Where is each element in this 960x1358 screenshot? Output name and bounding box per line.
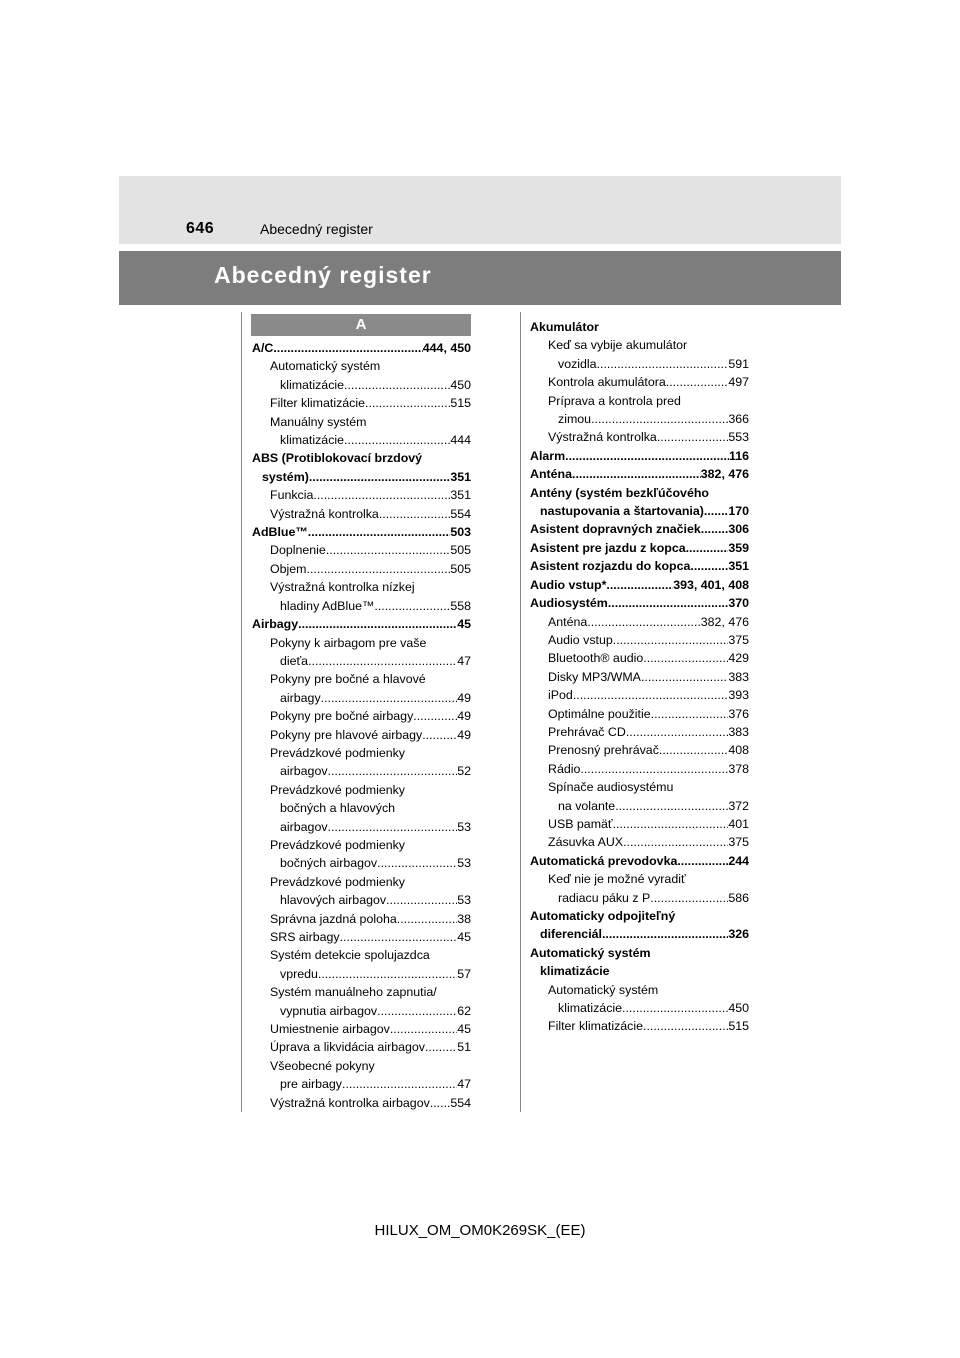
index-entry: Spínače audiosystému	[548, 780, 674, 795]
entry-page: 505	[450, 543, 471, 558]
entry-term: klimatizácie	[558, 1001, 623, 1016]
entry-page: 497	[728, 375, 749, 390]
dot-leader	[704, 502, 728, 520]
index-entry	[252, 854, 471, 872]
entry-page: 51	[457, 1040, 471, 1055]
entry-page: 244	[728, 853, 749, 868]
entry-page: 53	[457, 819, 471, 834]
section-letter: A	[251, 314, 471, 336]
index-entry: Automatický systém	[548, 982, 659, 997]
dot-leader	[608, 594, 729, 612]
entry-page: 53	[457, 893, 471, 908]
entry-term: Výstražná kontrolka airbagov	[270, 1095, 430, 1110]
entry-term: Kontrola akumulátora	[548, 375, 666, 390]
dot-leader	[298, 615, 457, 633]
entry-term: AdBlue™	[252, 525, 308, 540]
dot-leader	[377, 854, 457, 872]
dot-leader	[580, 760, 728, 778]
entry-term: vozidla	[558, 356, 597, 371]
dot-leader	[340, 928, 458, 946]
entry-term: Zásuvka AUX	[548, 835, 624, 850]
index-entry	[530, 355, 749, 373]
dot-leader	[308, 523, 451, 541]
entry-page: 366	[728, 412, 749, 427]
entry-page: 558	[450, 598, 471, 613]
index-entry: Pokyny pre bočné a hlavové	[270, 672, 426, 687]
index-entry: Keď sa vybije akumulátor	[548, 338, 688, 353]
index-entry	[530, 705, 749, 723]
dot-leader	[690, 557, 728, 575]
index-entry	[252, 560, 471, 578]
entry-page: 450	[728, 1001, 749, 1016]
dot-leader	[591, 410, 728, 428]
dot-leader	[626, 723, 729, 741]
index-entry	[252, 652, 471, 670]
entry-page: 376	[728, 706, 749, 721]
dot-leader	[613, 815, 729, 833]
index-entry	[530, 833, 749, 851]
entry-page: 351	[450, 488, 471, 503]
entry-term: Automatická prevodovka	[530, 853, 678, 868]
entry-page: 401	[728, 816, 749, 831]
entry-page: 62	[457, 1003, 471, 1018]
entry-term: radiacu páku z P	[558, 890, 651, 905]
entry-page: 505	[450, 561, 471, 576]
entry-page: 382, 476	[700, 614, 749, 629]
entry-page: 591	[728, 356, 749, 371]
entry-term: Audiosystém	[530, 596, 608, 611]
dot-leader	[565, 447, 729, 465]
entry-term: Objem	[270, 561, 307, 576]
entry-term: A/C	[252, 341, 274, 355]
index-entry	[252, 689, 471, 707]
entry-term: pre airbagy	[280, 1077, 342, 1092]
index-entry	[252, 376, 471, 394]
entry-page: 326	[728, 927, 749, 942]
entry-page: 554	[450, 506, 471, 521]
index-entry	[252, 965, 471, 983]
entry-term: Rádio	[548, 761, 581, 776]
index-entry	[530, 1017, 749, 1035]
entry-page: 53	[457, 856, 471, 871]
index-entry	[252, 505, 471, 523]
entry-term: Asistent dopravných značiek	[530, 522, 701, 537]
index-entry	[252, 707, 471, 725]
dot-leader	[643, 1017, 728, 1035]
dot-leader	[308, 652, 457, 670]
dot-leader	[422, 726, 457, 744]
index-entry	[252, 431, 471, 449]
dot-leader	[587, 613, 700, 631]
dot-leader	[650, 889, 728, 907]
entry-page: 170	[728, 504, 749, 519]
entry-term: nastupovania a štartovania)	[540, 504, 704, 519]
index-entry	[252, 394, 471, 412]
index-entry	[530, 428, 749, 446]
dot-leader	[344, 431, 450, 449]
index-entry	[252, 928, 471, 946]
entry-page: 351	[728, 559, 749, 574]
index-entry	[530, 723, 749, 741]
entry-page: 429	[728, 651, 749, 666]
index-entry	[530, 741, 749, 759]
index-entry	[530, 668, 749, 686]
index-entry	[530, 889, 749, 907]
dot-leader	[328, 818, 458, 836]
index-entry	[252, 726, 471, 744]
entry-term: Audio vstup	[548, 632, 613, 647]
index-entry	[530, 447, 749, 465]
dot-leader	[643, 649, 728, 667]
index-entry	[252, 339, 471, 357]
header-band	[119, 176, 841, 244]
dot-leader	[597, 355, 729, 373]
entry-page: 116	[729, 448, 749, 463]
entry-term: na volante	[558, 798, 616, 813]
entry-term: zimou	[558, 412, 592, 427]
page-number: 646	[186, 220, 215, 237]
index-entry	[530, 465, 749, 483]
entry-page: 553	[728, 430, 749, 445]
dot-leader	[328, 762, 458, 780]
entry-page: 450	[450, 377, 471, 392]
dot-leader	[606, 576, 673, 594]
entry-term: Bluetooth® audio	[548, 651, 644, 666]
entry-page: 393	[728, 688, 749, 703]
index-entry	[530, 502, 749, 520]
index-entry	[530, 557, 749, 575]
index-entry	[530, 410, 749, 428]
entry-page: 359	[728, 540, 749, 555]
entry-page: 370	[728, 596, 749, 611]
entry-page: 378	[728, 761, 749, 776]
dot-leader	[397, 910, 457, 928]
entry-page: 351	[450, 469, 471, 484]
footer-code: HILUX_OM_OM0K269SK_(EE)	[374, 1222, 586, 1239]
dot-leader	[318, 965, 457, 983]
index-entry: Výstražná kontrolka nízkej	[270, 580, 415, 595]
entry-term: Disky MP3/WMA	[548, 669, 641, 684]
entry-page: 503	[450, 525, 471, 540]
entry-page: 393, 401, 408	[673, 577, 749, 592]
entry-page: 515	[450, 396, 471, 411]
page-title: Abecedný register	[214, 262, 432, 288]
entry-page: 586	[728, 890, 749, 905]
dot-leader	[677, 852, 728, 870]
dot-leader	[307, 560, 451, 578]
index-entry	[530, 686, 749, 704]
index-entry	[252, 910, 471, 928]
entry-page: 375	[728, 835, 749, 850]
index-entry: Prevádzkové podmienky	[270, 745, 405, 760]
index-entry	[252, 1094, 471, 1112]
entry-term: Doplnenie	[270, 543, 326, 558]
index-entry	[252, 541, 471, 559]
index-entry: Keď nie je možné vyradiť	[548, 872, 686, 887]
dot-leader	[425, 1038, 457, 1056]
index-entry: Príprava a kontrola pred	[548, 393, 681, 408]
index-entry: Antény (systém bezkľúčového	[530, 485, 709, 500]
dot-leader	[686, 539, 729, 557]
index-entry	[252, 762, 471, 780]
index-entry	[530, 649, 749, 667]
index-entry	[530, 999, 749, 1017]
entry-term: Optimálne použitie	[548, 706, 651, 721]
dot-leader	[326, 541, 451, 559]
index-entry	[252, 523, 471, 541]
entry-term: SRS airbagy	[270, 930, 340, 944]
entry-page: 45	[457, 930, 471, 944]
entry-term: bočných airbagov	[280, 856, 378, 871]
entry-page: 382, 476	[700, 467, 749, 482]
entry-term: iPod	[548, 688, 573, 703]
index-entry	[252, 486, 471, 504]
entry-term: klimatizácie	[280, 377, 345, 392]
index-entry: klimatizácie	[540, 964, 610, 979]
index-entry	[252, 818, 471, 836]
index-entry: Všeobecné pokyny	[270, 1058, 375, 1073]
entry-term: dieťa	[280, 653, 309, 668]
index-entry: Manuálny systém	[270, 414, 367, 429]
index-entry	[530, 520, 749, 538]
index-entry	[252, 615, 471, 633]
index-entry: Automatický systém	[530, 945, 651, 960]
entry-page: 444	[450, 433, 471, 448]
dot-leader	[377, 1002, 457, 1020]
entry-term: Výstražná kontrolka	[548, 430, 657, 445]
entry-page: 515	[728, 1019, 749, 1034]
dot-leader	[602, 925, 728, 943]
index-entry: Automatický systém	[270, 359, 381, 374]
entry-page: 49	[457, 690, 471, 705]
entry-term: Pokyny pre bočné airbagy	[270, 709, 414, 724]
entry-term: Prehrávač CD	[548, 724, 626, 739]
dot-leader	[344, 376, 450, 394]
index-column-1	[252, 339, 471, 1112]
index-entry	[530, 852, 749, 870]
dot-leader	[413, 707, 457, 725]
dot-leader	[273, 339, 422, 357]
dot-leader	[641, 668, 728, 686]
entry-term: Pokyny pre hlavové airbagy	[270, 727, 423, 742]
dot-leader	[659, 741, 728, 759]
index-entry	[530, 613, 749, 631]
entry-term: Umiestnenie airbagov	[270, 1022, 390, 1037]
dot-leader	[572, 465, 701, 483]
dot-leader	[390, 1020, 457, 1038]
entry-page: 45	[457, 1022, 471, 1037]
column-divider-left	[241, 312, 242, 1112]
entry-term: Asistent rozjazdu do kopca	[530, 559, 691, 574]
entry-term: Anténa	[548, 614, 588, 629]
index-entry	[530, 797, 749, 815]
dot-leader	[313, 486, 450, 504]
index-entry	[530, 760, 749, 778]
entry-term: Alarm	[530, 448, 566, 463]
index-entry	[530, 925, 749, 943]
entry-term: diferenciál	[540, 927, 602, 942]
dot-leader	[374, 597, 450, 615]
dot-leader	[342, 1075, 457, 1093]
dot-leader	[657, 428, 729, 446]
entry-term: airbagov	[280, 819, 328, 834]
entry-page: 383	[728, 669, 749, 684]
index-entry: Prevádzkové podmienky	[270, 874, 405, 889]
index-entry	[530, 631, 749, 649]
entry-term: Audio vstup*	[530, 577, 607, 592]
entry-term: airbagov	[280, 764, 328, 779]
index-entry: Prevádzkové podmienky	[270, 837, 405, 852]
entry-term: airbagy	[280, 690, 321, 705]
entry-term: vpredu	[280, 966, 318, 981]
running-title: Abecedný register	[260, 221, 373, 237]
entry-page: 372	[728, 798, 749, 813]
entry-term: Anténa	[530, 467, 572, 482]
dot-leader	[365, 394, 450, 412]
entry-page: 49	[457, 727, 471, 742]
index-entry	[530, 539, 749, 557]
entry-term: hlavových airbagov	[280, 893, 387, 908]
dot-leader	[651, 705, 729, 723]
entry-term: klimatizácie	[280, 433, 345, 448]
index-entry	[252, 468, 471, 486]
index-entry	[530, 576, 749, 594]
entry-page: 47	[457, 653, 471, 668]
entry-term: hladiny AdBlue™	[280, 598, 375, 613]
index-entry	[252, 1075, 471, 1093]
index-entry	[530, 594, 749, 612]
index-entry	[252, 1038, 471, 1056]
index-entry	[530, 373, 749, 391]
entry-page: 47	[457, 1077, 471, 1092]
entry-term: Filter klimatizácie	[270, 396, 366, 411]
index-entry: Automaticky odpojiteľný	[530, 909, 676, 923]
entry-page: 52	[457, 764, 471, 779]
entry-page: 554	[450, 1095, 471, 1110]
entry-page: 306	[728, 522, 749, 537]
entry-term: Správna jazdná poloha	[270, 911, 397, 926]
entry-page: 49	[457, 709, 471, 724]
entry-term: Funkcia	[270, 488, 314, 503]
index-entry	[252, 891, 471, 909]
entry-page: 444, 450	[422, 341, 471, 355]
entry-term: Airbagy	[252, 617, 299, 632]
index-entry	[252, 1020, 471, 1038]
column-divider-middle	[520, 312, 521, 1112]
entry-page: 383	[728, 724, 749, 739]
index-entry: Akumulátor	[530, 320, 599, 334]
index-entry	[252, 1002, 471, 1020]
dot-leader	[309, 468, 450, 486]
index-entry	[530, 815, 749, 833]
entry-term: vypnutia airbagov	[280, 1003, 378, 1018]
index-column-2	[530, 318, 749, 1036]
entry-term: Úprava a likvidácia airbagov	[270, 1040, 425, 1055]
entry-term: Výstražná kontrolka	[270, 506, 379, 521]
entry-term: Filter klimatizácie	[548, 1019, 644, 1034]
entry-page: 408	[728, 743, 749, 758]
dot-leader	[573, 686, 729, 704]
dot-leader	[386, 891, 457, 909]
dot-leader	[623, 833, 728, 851]
index-entry: Prevádzkové podmienky	[270, 782, 405, 797]
entry-term: Prenosný prehrávač	[548, 743, 659, 758]
index-entry: Systém manuálneho zapnutia/	[270, 985, 437, 1000]
dot-leader	[615, 797, 728, 815]
index-entry: ABS (Protiblokovací brzdový	[252, 451, 423, 466]
index-entry: bočných a hlavových	[280, 801, 396, 816]
index-entry: Systém detekcie spolujazdca	[270, 948, 430, 963]
dot-leader	[321, 689, 458, 707]
entry-page: 57	[457, 966, 471, 981]
entry-term: systém)	[262, 469, 309, 484]
dot-leader	[666, 373, 729, 391]
dot-leader	[701, 520, 729, 538]
entry-page: 45	[457, 617, 471, 632]
index-entry	[252, 597, 471, 615]
dot-leader	[622, 999, 728, 1017]
dot-leader	[379, 505, 451, 523]
dot-leader	[430, 1094, 451, 1112]
index-entry: Pokyny k airbagom pre vaše	[270, 635, 427, 650]
dot-leader	[613, 631, 729, 649]
entry-page: 375	[728, 632, 749, 647]
entry-page: 38	[457, 911, 471, 926]
entry-term: Asistent pre jazdu z kopca	[530, 540, 686, 555]
entry-term: USB pamäť	[548, 816, 613, 831]
